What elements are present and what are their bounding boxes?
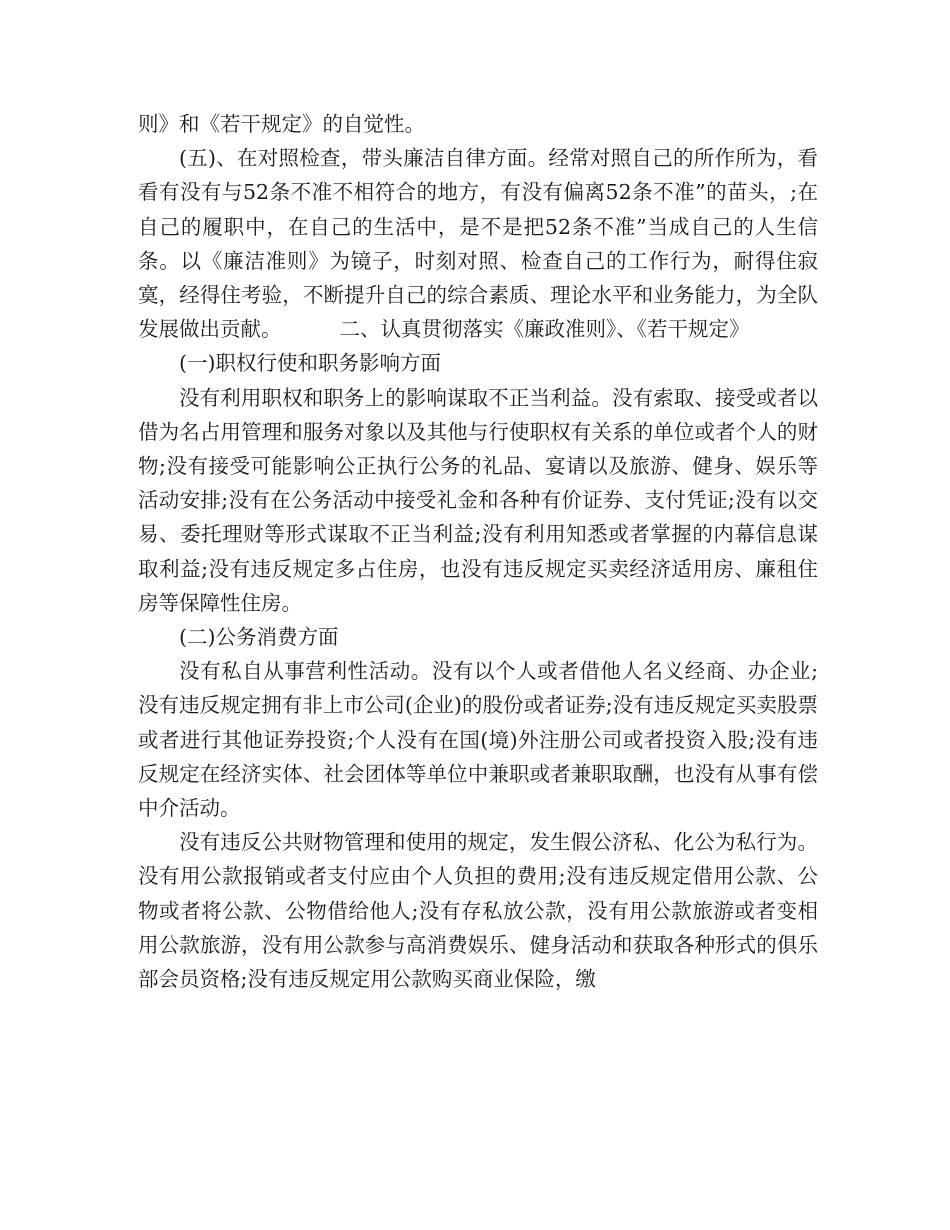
paragraph-continuation: 则》和《若干规定》的自觉性。 — [138, 112, 425, 136]
paragraph-business-activity: 没有私自从事营利性活动。没有以个人或者借他人名义经商、办企业;没有违反规定拥有非上市公司(企业)的股份或者证券;没有违反规定买卖股票或者进行其他证券投资;个人没有在国(境)外注册公司或者投资入股;没有违反规定在经济实体、社会团体等单位中兼职或者兼职取酬，也没有从事有偿中介活动。 — [138, 659, 818, 821]
paragraph-authority: 没有利用职权和职务上的影响谋取不正当利益。没有索取、接受或者以借为名占用管理和服务对象以及其他与行使职权有关系的单位或者个人的财物;没有接受可能影响公正执行公务的礼品、宴请以及旅游、健身、娱乐等活动安排;没有在公务活动中接受礼金和各种有价证券、支付凭证;没有以交易、委托理财等形式谋取不正当利益;没有利用知悉或者掌握的内幕信息谋取利益;没有违反规定多占住房，也没有违反规定买卖经济适用房、廉租住房等保障性住房。 — [138, 385, 818, 615]
section-two-heading: 二、认真贯彻落实《廉政准则》、《若干规定》 — [339, 317, 750, 342]
paragraph-section-five — [138, 141, 818, 346]
subheading-authority: (一)职权行使和职务影响方面 — [179, 351, 441, 376]
paragraph-public-property: 没有违反公共财物管理和使用的规定，发生假公济私、化公为私行为。没有用公款报销或者支付应由个人负担的费用;没有违反规定借用公款、公物或者将公款、公物借给他人;没有存私放公款，没有用公款旅游或者变相用公款旅游，没有用公款参与高消费娱乐、健身活动和获取各种形式的俱乐部会员资格;没有违反规定用公款购买商业保险，缴 — [138, 830, 818, 992]
paragraph-section-five-body: (五)、在对照检查，带头廉洁自律方面。经常对照自己的所作所为，看看有没有与52条不准不相符合的地方，有没有偏离52条不准”的苗头，;在自己的履职中，在自己的生活中，是不是把52条不准”当成自己的人生信条。以《廉洁准则》为镜子，时刻对照、检查自己的工作行为，耐得住寂寞，经得住考验，不断提升自己的综合素质、理论水平和业务能力，为全队发展做出贡献。 — [138, 146, 818, 342]
subheading-public-consumption: (二)公务消费方面 — [179, 625, 339, 650]
document-page — [138, 107, 818, 996]
